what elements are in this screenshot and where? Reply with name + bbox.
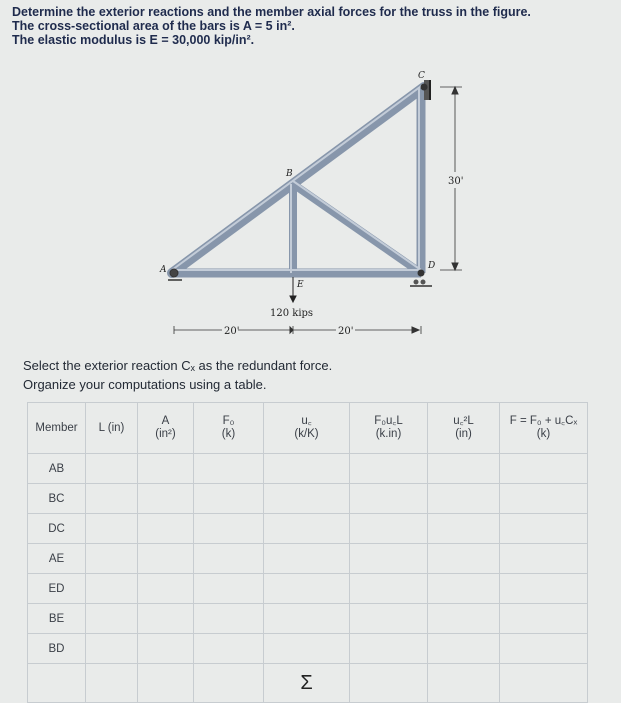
header-length: L (in) — [86, 403, 138, 454]
header-uc2-l: u꜀²L (in) — [428, 403, 500, 454]
table-row — [28, 484, 588, 514]
header-final-force: F = F₀ + u꜀Cₓ (k) — [500, 403, 588, 454]
header-fo: F₀ (k) — [194, 403, 264, 454]
table-row — [28, 514, 588, 544]
organize-instruction: Organize your computations using a table. — [23, 377, 267, 392]
header-member: Member — [28, 403, 86, 454]
sum-symbol: Σ — [300, 671, 313, 694]
member-cell: BC — [28, 484, 86, 514]
computation-table — [27, 402, 588, 703]
table-row — [28, 454, 588, 484]
table-header-row — [28, 403, 588, 454]
truss-diagram — [0, 64, 621, 359]
problem-line-3: The elastic modulus is E = 30,000 kip/in². — [12, 33, 255, 47]
joint-label-a: A — [160, 265, 167, 275]
joint-label-c: C — [418, 71, 425, 81]
member-cell: ED — [28, 574, 86, 604]
problem-line-2: The cross-sectional area of the bars is A = 5 in². — [12, 19, 295, 33]
load-arrow — [290, 277, 296, 302]
joint-label-e: E — [297, 280, 304, 290]
table-row — [28, 634, 588, 664]
member-cell: DC — [28, 514, 86, 544]
header-fo-uc-l: F₀u꜀L (k.in) — [350, 403, 428, 454]
table-row — [28, 604, 588, 634]
load-label: 120 kips — [270, 308, 314, 319]
member-cell: BD — [28, 634, 86, 664]
table-row — [28, 574, 588, 604]
problem-statement — [12, 5, 612, 47]
redundant-instruction: Select the exterior reaction Cₓ as the redundant force. — [23, 358, 333, 373]
member-bd — [293, 184, 421, 273]
header-uc: u꜀ (k/K) — [264, 403, 350, 454]
member-cell: AE — [28, 544, 86, 574]
dim-height-label: 30' — [448, 176, 464, 187]
dim-right-label: 20' — [338, 326, 354, 337]
header-area: A (in²) — [138, 403, 194, 454]
joint-label-d: D — [428, 261, 436, 271]
dim-left-label: 20' — [224, 326, 240, 337]
table-row — [28, 544, 588, 574]
problem-line-1: Determine the exterior reactions and the member axial forces for the truss in the figure. — [12, 5, 531, 19]
member-cell: BE — [28, 604, 86, 634]
member-cell: AB — [28, 454, 86, 484]
joint-label-b: B — [286, 169, 293, 179]
horizontal-dimension — [174, 326, 421, 334]
sum-row — [28, 664, 588, 703]
truss-figure — [0, 64, 621, 359]
